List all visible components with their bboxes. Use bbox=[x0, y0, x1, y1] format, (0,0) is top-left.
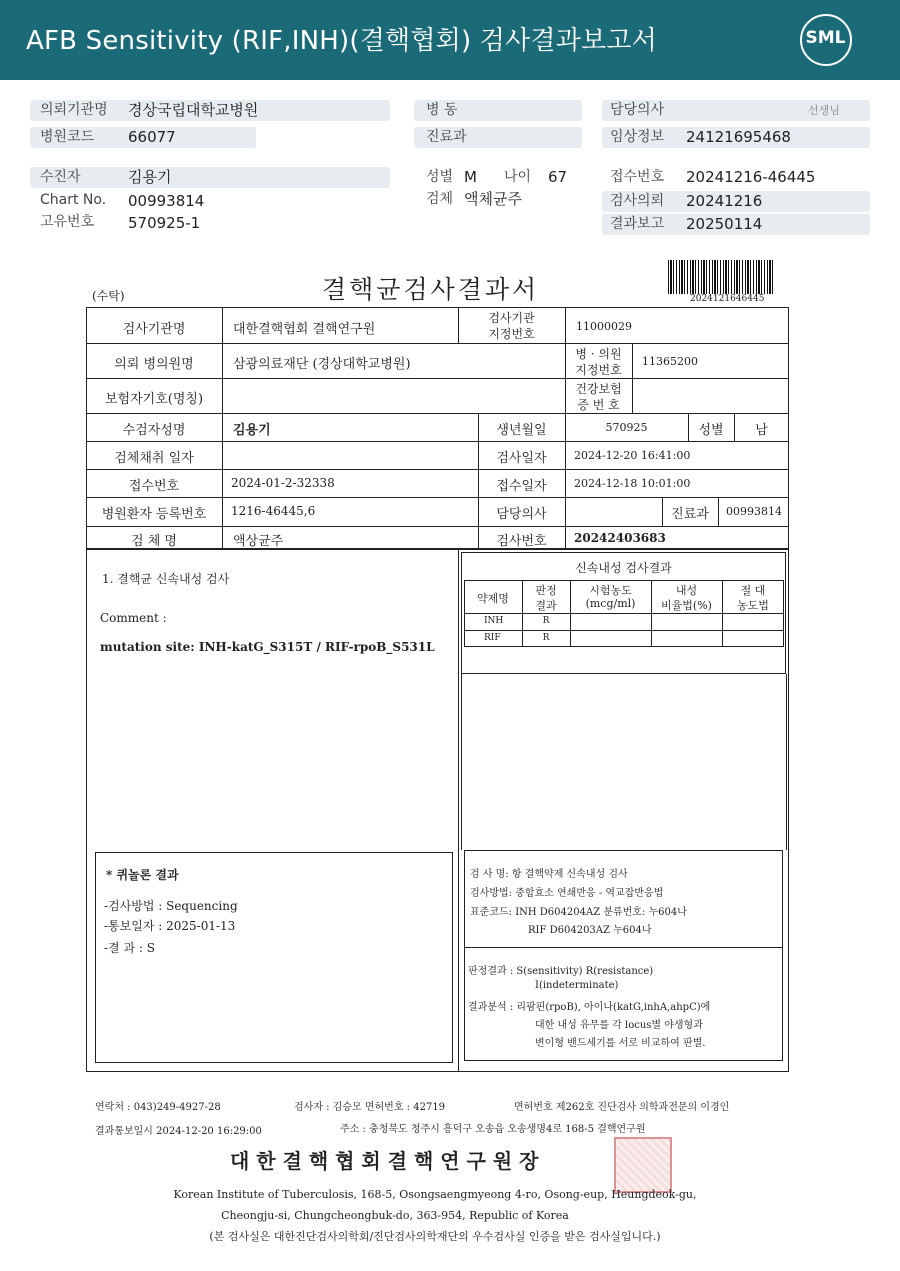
quinolone-title: * 퀴놀론 결과 bbox=[106, 868, 179, 882]
sex-label: 성별 bbox=[426, 169, 454, 185]
table-row-drug: RIF bbox=[484, 633, 501, 643]
r1-label: 검사기관명 bbox=[122, 322, 186, 337]
judge-line-2: I(indeterminate) bbox=[535, 980, 619, 991]
r1-label2a: 검사기관 bbox=[488, 311, 535, 325]
comment-label: Comment : bbox=[100, 611, 167, 625]
r4-value: 김용기 bbox=[233, 423, 271, 438]
director-title: 대 한 결 핵 협 회 결 핵 연 구 원 장 bbox=[230, 1149, 539, 1173]
r8-value2: 20242403683 bbox=[574, 531, 666, 545]
patient-label: 수진자 bbox=[40, 169, 81, 185]
quinolone-box bbox=[95, 852, 453, 1063]
r7-value3: 00993814 bbox=[726, 505, 782, 518]
institution-value: 경상국립대학교병원 bbox=[128, 101, 259, 119]
age-value: 67 bbox=[548, 168, 568, 186]
th-conc-a: 시험농도 bbox=[589, 584, 632, 597]
barcode-text: 2024121646445 bbox=[690, 294, 765, 304]
r1-label2b: 지정번호 bbox=[488, 327, 535, 341]
unique-label: 고유번호 bbox=[40, 214, 95, 230]
report-header bbox=[0, 0, 900, 80]
clinical-value: 24121695468 bbox=[686, 128, 791, 146]
table-row-drug: INH bbox=[484, 616, 504, 626]
patient-row bbox=[30, 167, 390, 188]
r7-label3: 진료과 bbox=[671, 507, 709, 522]
unique-value: 570925-1 bbox=[128, 214, 201, 232]
r8-value: 액상균주 bbox=[233, 534, 284, 549]
r4-label: 수검자성명 bbox=[122, 423, 186, 438]
specimen-label: 검체 bbox=[426, 191, 454, 207]
r8-label: 검 체 명 bbox=[131, 534, 177, 549]
r5-label2: 검사일자 bbox=[496, 451, 547, 466]
clinical-label: 임상정보 bbox=[610, 129, 665, 145]
right-heading: 신속내성 검사결과 bbox=[575, 561, 672, 575]
r3-label: 보험자기호(명칭) bbox=[104, 392, 204, 407]
quinolone-date: -통보일자 : 2025-01-13 bbox=[104, 919, 236, 933]
ward-label: 병 동 bbox=[426, 102, 458, 118]
analysis-line-2: 대한 내성 유무를 각 locus별 야생형과 bbox=[535, 1020, 703, 1031]
official-seal bbox=[614, 1137, 672, 1193]
r2-label2b: 지정번호 bbox=[575, 363, 622, 377]
test-name: 검 사 명: 항 결핵약제 신속내성 검사 bbox=[470, 869, 628, 880]
request-value: 20241216 bbox=[686, 192, 763, 210]
std-code-2: RIF D604203AZ 누604나 bbox=[528, 925, 652, 936]
receipt-value: 20241216-46445 bbox=[686, 168, 816, 186]
r6-value2: 2024-12-18 10:01:00 bbox=[574, 477, 691, 490]
doctor-label: 담당의사 bbox=[610, 102, 665, 118]
r4-label2: 생년월일 bbox=[496, 423, 547, 438]
r8-label2: 검사번호 bbox=[496, 534, 547, 549]
test-method: 검사방법: 중합효소 연쇄반응 - 역교잡반응법 bbox=[470, 888, 664, 899]
std-code-1: 표준코드: INH D604204AZ 분류번호: 누604나 bbox=[470, 907, 687, 918]
notify-time: 결과통보일시 2024-12-20 16:29:00 bbox=[95, 1126, 262, 1137]
analysis-line-3: 변이형 밴드세기를 서로 비교하여 판별. bbox=[535, 1038, 706, 1049]
receipt-label: 접수번호 bbox=[610, 169, 665, 185]
mutation-site: mutation site: INH-katG_S315T / RIF-rpoB_S531L bbox=[100, 640, 435, 654]
r2-value: 삼광의료재단 (경상대학교병원) bbox=[233, 357, 411, 372]
hospital-code-value: 66077 bbox=[128, 128, 176, 146]
th-judge-a: 판정 bbox=[535, 584, 557, 597]
table-row-judge: R bbox=[542, 616, 550, 626]
r6-label2: 접수일자 bbox=[496, 479, 547, 494]
sex-value: M bbox=[464, 168, 477, 186]
quinolone-method: -검사방법 : Sequencing bbox=[104, 899, 238, 913]
hospital-code-label: 병원코드 bbox=[40, 129, 95, 145]
chart-label: Chart No. bbox=[40, 192, 107, 208]
barcode bbox=[668, 260, 774, 294]
report-title: AFB Sensitivity (RIF,INH)(결핵협회) 검사결과보고서 bbox=[26, 26, 658, 56]
institution-label: 의뢰기관명 bbox=[40, 102, 108, 118]
document-title: 결핵균검사결과서 bbox=[322, 275, 540, 304]
doctor-suffix: 선생님 bbox=[808, 104, 840, 117]
th-ratio-a: 내성 bbox=[675, 584, 698, 597]
th-conc-b: (mcg/ml) bbox=[585, 597, 636, 610]
chart-value: 00993814 bbox=[128, 192, 205, 210]
r1-value2: 11000029 bbox=[576, 320, 632, 333]
r1-value: 대한결핵협회 결핵연구원 bbox=[233, 322, 376, 337]
r7-label2: 담당의사 bbox=[496, 507, 547, 522]
dept-label: 진료과 bbox=[426, 129, 467, 145]
english-address-2: Cheongju-si, Chungcheongbuk-do, 363-954, Republic of Korea bbox=[221, 1209, 569, 1222]
r2-value2: 11365200 bbox=[642, 355, 698, 368]
th-abs-b: 농도법 bbox=[737, 599, 769, 612]
r7-value: 1216-46445,6 bbox=[231, 504, 316, 518]
r7-label: 병원환자 등록번호 bbox=[101, 507, 207, 522]
r5-label: 검체채취 일자 bbox=[114, 451, 194, 466]
english-address-1: Korean Institute of Tuberculosis, 168-5, Osongsaengmyeong 4-ro, Osong-eup, Heungdeok-gu, bbox=[173, 1188, 697, 1201]
r4-value2: 570925 bbox=[605, 421, 648, 434]
certification-note: (본 검사실은 대한진단검사의학회/진단검사의학재단의 우수검사실 인증을 받은 검사실입니다.) bbox=[209, 1230, 661, 1243]
patient-value: 김용기 bbox=[128, 168, 172, 186]
request-label: 검사의뢰 bbox=[610, 193, 665, 209]
analysis-line-1: 결과분석 : 리팜핀(rpoB), 아이나(katG,inhA,ahpC)에 bbox=[468, 1002, 711, 1013]
address: 주소 : 충청북도 청주시 흥덕구 오송읍 오송생명4로 168-5 결핵연구원 bbox=[340, 1124, 646, 1135]
r3-label2a: 건강보험 bbox=[575, 382, 622, 396]
judge-line-1: 판정결과 : S(sensitivity) R(resistance) bbox=[468, 966, 654, 977]
quinolone-result: -결 과 : S bbox=[104, 941, 155, 955]
left-heading: 1. 결핵균 신속내성 검사 bbox=[102, 572, 230, 586]
r2-label: 의뢰 병의원명 bbox=[114, 357, 194, 372]
specimen-value: 액체균주 bbox=[464, 190, 522, 208]
th-abs-a: 절 대 bbox=[740, 584, 766, 597]
report-label: 결과보고 bbox=[610, 216, 665, 232]
report-value: 20250114 bbox=[686, 215, 763, 233]
th-drug: 약제명 bbox=[477, 592, 509, 605]
examiner: 검사자 : 김승모 면허번호 : 42719 bbox=[294, 1102, 446, 1113]
r4-value3: 남 bbox=[755, 423, 768, 438]
r6-label: 접수번호 bbox=[128, 479, 180, 494]
r6-value: 2024-01-2-32338 bbox=[231, 476, 335, 490]
contact: 연락처 : 043)249-4927-28 bbox=[95, 1102, 221, 1113]
r4-label3: 성별 bbox=[698, 423, 724, 438]
table-row-judge: R bbox=[542, 633, 550, 643]
age-label: 나이 bbox=[504, 169, 532, 185]
r5-value2: 2024-12-20 16:41:00 bbox=[574, 449, 691, 462]
license: 면허번호 제262호 진단검사 의학과전문의 이경인 bbox=[514, 1102, 730, 1113]
contract-mark: (수탁) bbox=[92, 289, 125, 303]
r3-label2b: 증 번 호 bbox=[577, 398, 620, 412]
sml-logo bbox=[800, 14, 852, 66]
th-ratio-b: 비율법(%) bbox=[661, 599, 712, 612]
r2-label2a: 병 · 의원 bbox=[575, 347, 622, 361]
sml-logo-text: SML bbox=[805, 28, 846, 48]
th-judge-b: 결과 bbox=[535, 599, 557, 612]
